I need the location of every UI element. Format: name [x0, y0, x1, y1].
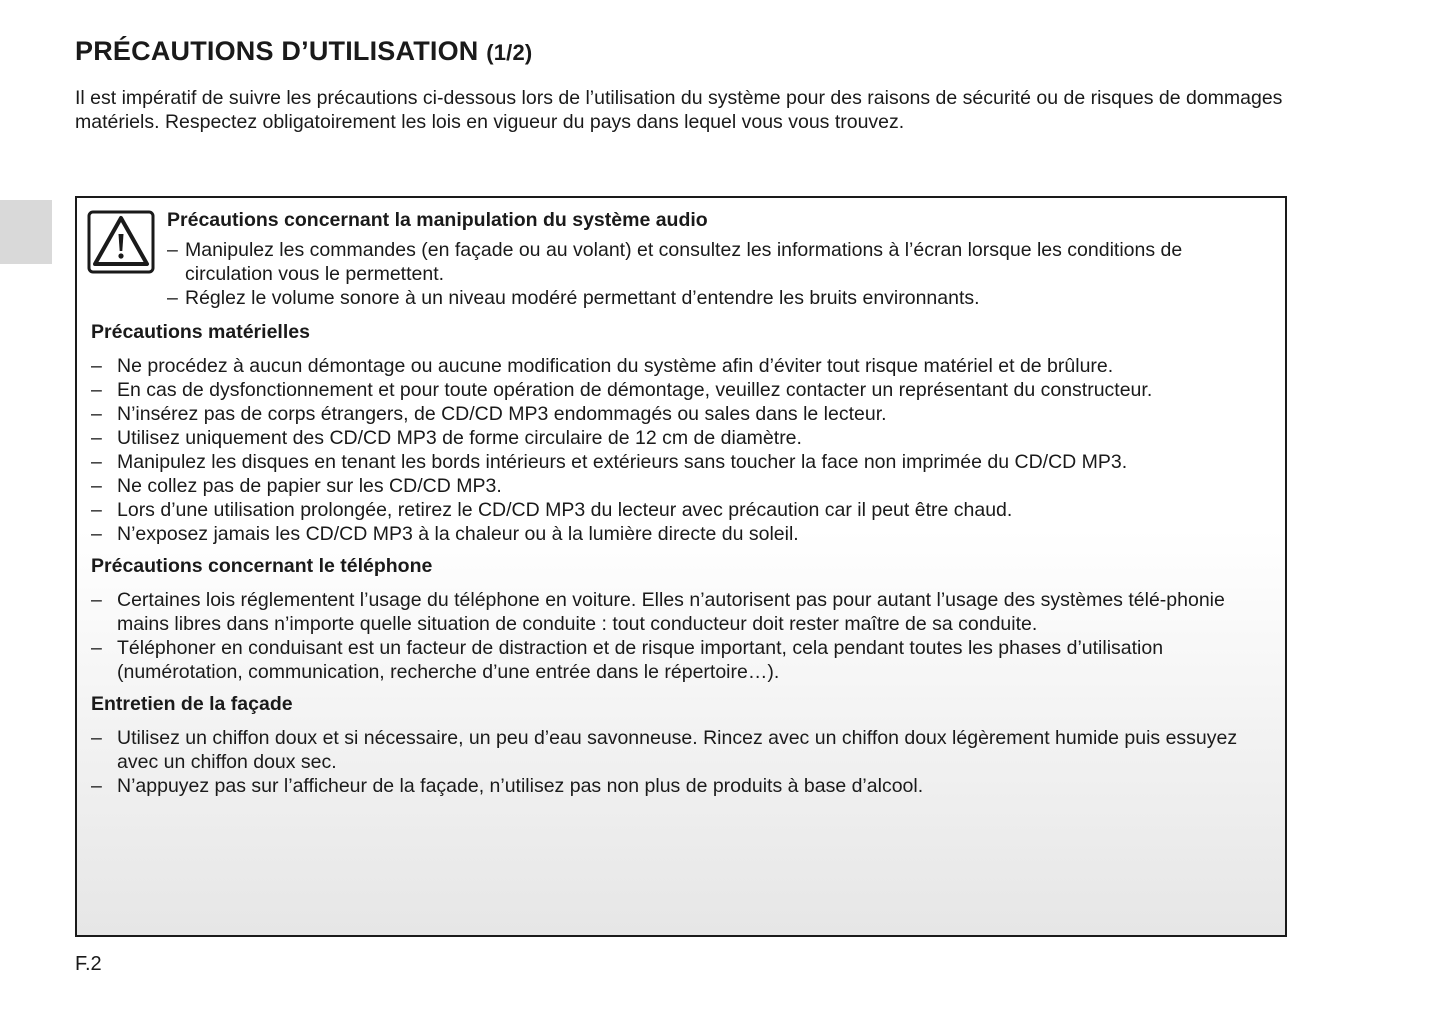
- section-title: Précautions matérielles: [91, 321, 310, 343]
- page-number: F.2: [75, 953, 102, 975]
- list-item: – Certaines lois réglementent l’usage du téléphone en voiture. Elles n’autorisent pas pour autant l’usage des systèmes télé-phonie mains libres dans n’importe quelle situation de conduite : tout conducteur doit rester maître de sa conduite.: [91, 588, 1275, 636]
- warning-triangle-icon: [87, 210, 155, 274]
- list-item: – N’exposez jamais les CD/CD MP3 à la chaleur ou à la lumière directe du soleil.: [91, 522, 1275, 546]
- list-item: – Utilisez uniquement des CD/CD MP3 de forme circulaire de 12 cm de diamètre.: [91, 426, 1275, 450]
- page-title-part: (1/2): [486, 40, 533, 65]
- precaution-sections: [91, 320, 1275, 806]
- audio-precautions-block: [167, 208, 1275, 310]
- list-item: – Ne collez pas de papier sur les CD/CD MP3.: [91, 474, 1275, 498]
- list-item: – Utilisez un chiffon doux et si nécessaire, un peu d’eau savonneuse. Rincez avec un chiffon doux légèrement humide puis essuyez avec un chiffon doux sec.: [91, 726, 1275, 774]
- section-materielles: [91, 320, 1275, 546]
- side-tab-marker: [0, 200, 52, 264]
- list-item: – Manipulez les disques en tenant les bords intérieurs et extérieurs sans toucher la face non imprimée du CD/CD MP3.: [91, 450, 1275, 474]
- section-list: [91, 588, 1275, 684]
- intro-paragraph: Il est impératif de suivre les précautions ci-dessous lors de l’utilisation du système pour des raisons de sécurité ou de risques de dommages matériels. Respectez obligatoirement les lois en vigueur du pays dans lequel vous vous trouvez.: [75, 87, 1283, 133]
- list-item: – En cas de dysfonctionnement et pour toute opération de démontage, veuillez contacter un représentant du constructeur.: [91, 378, 1275, 402]
- list-item: – N’appuyez pas sur l’afficheur de la façade, n’utilisez pas non plus de produits à base d’alcool.: [91, 774, 1275, 798]
- section-title: Précautions concernant le téléphone: [91, 555, 433, 577]
- section-list: [91, 726, 1275, 798]
- warning-box: [75, 196, 1287, 937]
- section-entretien: [91, 692, 1275, 798]
- section-list: [91, 354, 1275, 546]
- list-item: – Téléphoner en conduisant est un facteur de distraction et de risque important, cela pendant toutes les phases d’utilisation (numérotation, communication, recherche d’une entrée dans le répertoire…).: [91, 636, 1275, 684]
- audio-precautions-heading: Précautions concernant la manipulation du système audio: [167, 209, 708, 231]
- section-telephone: [91, 554, 1275, 684]
- page-title: [75, 36, 532, 67]
- page-title-text: PRÉCAUTIONS D’UTILISATION: [75, 36, 479, 66]
- list-item: – Manipulez les commandes (en façade ou au volant) et consultez les informations à l’écran lorsque les conditions de circulation vous le permettent.: [167, 238, 1275, 286]
- list-item: – N’insérez pas de corps étrangers, de CD/CD MP3 endommagés ou sales dans le lecteur.: [91, 402, 1275, 426]
- section-title: Entretien de la façade: [91, 693, 293, 715]
- audio-precautions-list: [167, 238, 1275, 310]
- list-item: – Ne procédez à aucun démontage ou aucune modification du système afin d’éviter tout risque matériel et de brûlure.: [91, 354, 1275, 378]
- list-item: – Lors d’une utilisation prolongée, retirez le CD/CD MP3 du lecteur avec précaution car il peut être chaud.: [91, 498, 1275, 522]
- list-item: – Réglez le volume sonore à un niveau modéré permettant d’entendre les bruits environnants.: [167, 286, 1275, 310]
